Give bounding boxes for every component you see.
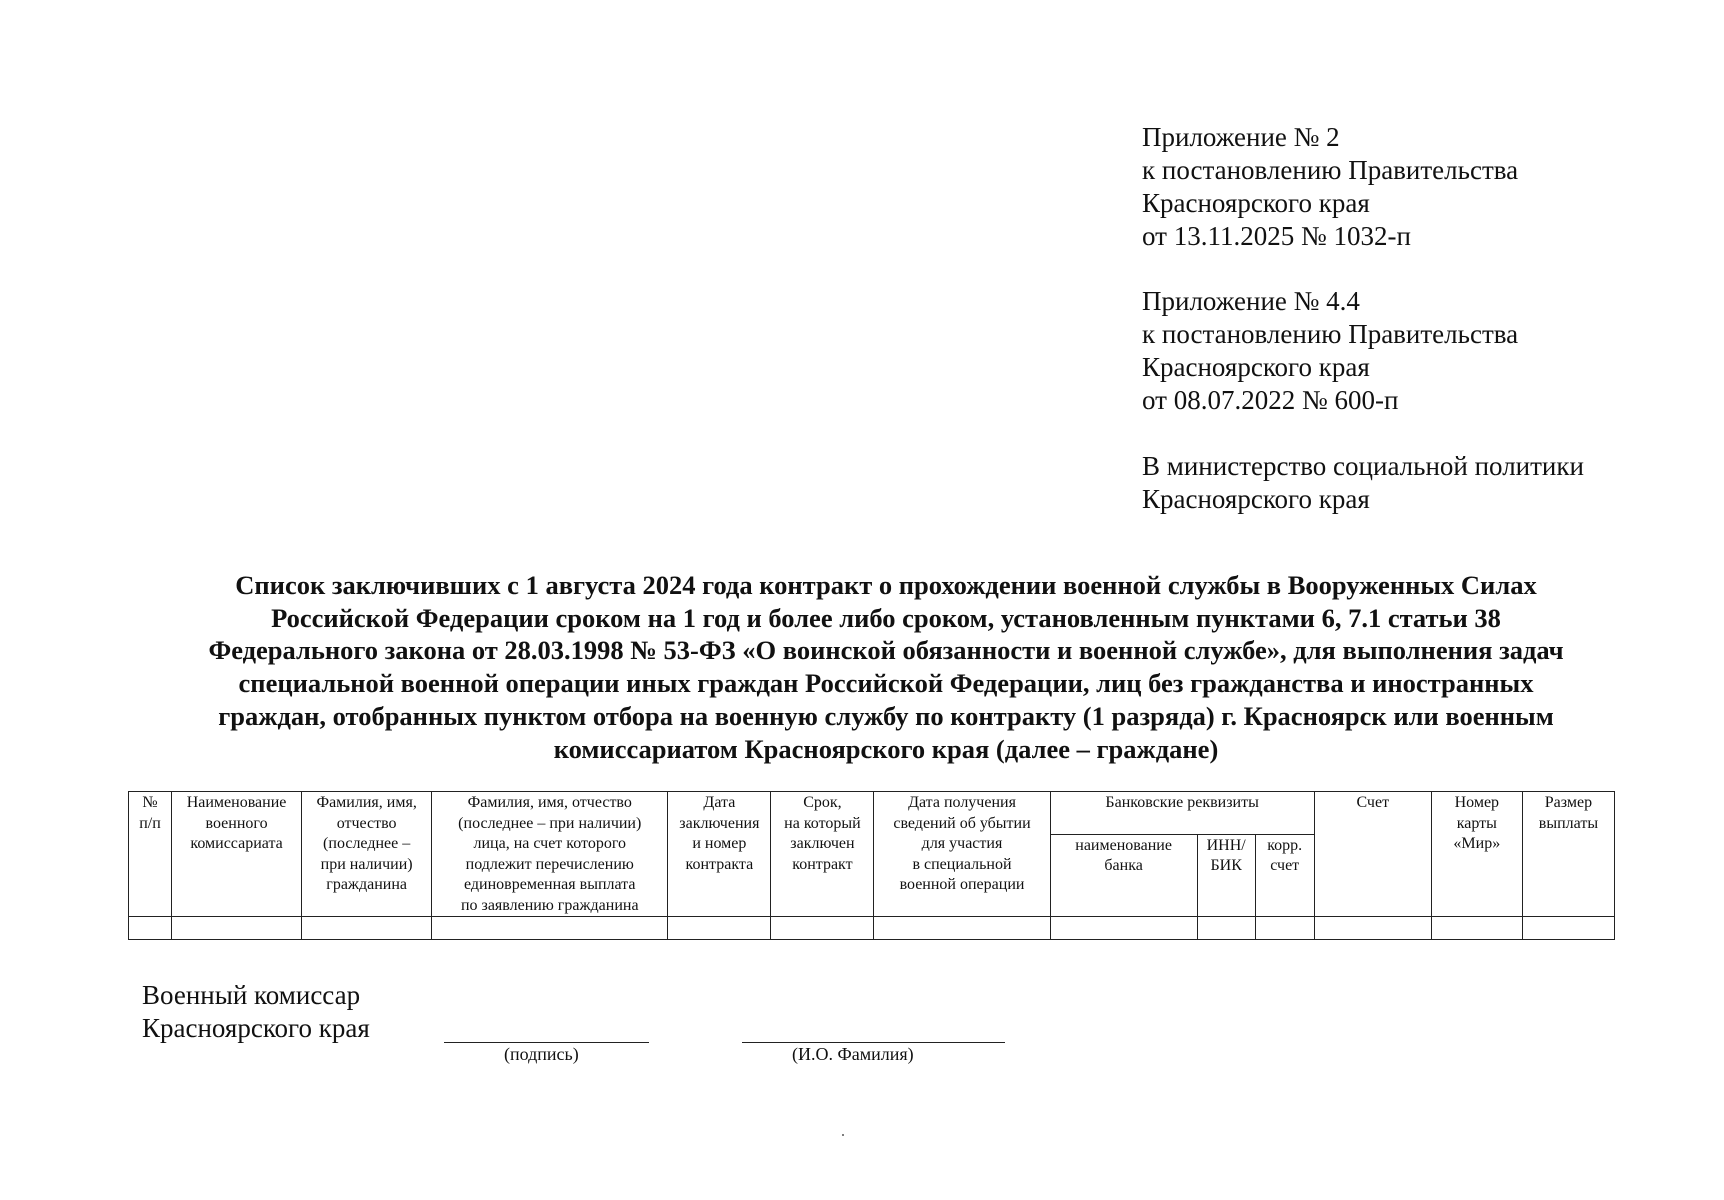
- table-cell: [1431, 917, 1522, 940]
- signatory-title: [142, 979, 370, 1045]
- appendix-2-header: [1142, 121, 1518, 253]
- header-text: карты: [1456, 814, 1497, 832]
- header-inn-bik: [1197, 834, 1255, 916]
- table-cell: [172, 917, 302, 940]
- table-cell: [129, 917, 172, 940]
- header-num: [129, 792, 172, 917]
- header-text: комиссариата: [190, 835, 283, 852]
- header-account: Счет: [1314, 792, 1431, 917]
- citizens-table: [128, 791, 1615, 940]
- table-cell: [1050, 917, 1197, 940]
- header-text: счет: [1270, 857, 1300, 875]
- table-cell: [1197, 917, 1255, 940]
- header-text: единовременная выплата: [464, 876, 636, 893]
- document-title: [120, 569, 1652, 765]
- header-mir-card: [1431, 792, 1522, 917]
- name-caption: (И.О. Фамилия): [792, 1044, 914, 1064]
- header-text: контракт: [792, 855, 853, 873]
- header-text: Наименование: [186, 794, 287, 811]
- header-text: банка: [1104, 857, 1143, 875]
- title-line: граждан, отобранных пунктом отбора на военную службу по контракту (1 разряда) г. Красноярск или военным: [218, 700, 1554, 731]
- header-text: Фамилия, имя, отчество: [467, 794, 632, 811]
- header-line: к постановлению Правительства: [1142, 319, 1519, 349]
- header-text: военного: [205, 814, 268, 832]
- header-text: наименование: [1075, 836, 1172, 854]
- header-text: по заявлению гражданина: [460, 896, 639, 914]
- scan-dot: [842, 1134, 844, 1136]
- header-text: сведений об убытии: [893, 814, 1031, 832]
- table-cell: [874, 917, 1050, 940]
- header-text: БИК: [1210, 857, 1242, 875]
- table-cell: [1314, 917, 1431, 940]
- header-departure-date: [874, 792, 1050, 917]
- table-cell: [302, 917, 432, 940]
- header-text: Размер: [1544, 794, 1593, 811]
- header-recipient-name: [432, 792, 668, 917]
- header-contract-date: [668, 792, 771, 917]
- header-text: и номер: [692, 835, 747, 852]
- header-text: Срок,: [803, 794, 842, 811]
- table-cell: [1522, 917, 1614, 940]
- addressee-block: [1142, 450, 1584, 516]
- header-line: от 13.11.2025 № 1032-п: [1142, 221, 1411, 251]
- header-line: Приложение № 2: [1142, 122, 1340, 152]
- table-cell: [1255, 917, 1314, 940]
- header-text: военной операции: [899, 876, 1025, 893]
- header-text: гражданина: [326, 876, 407, 893]
- header-text: на который: [784, 814, 861, 832]
- title-line: комиссариатом Красноярского края (далее – граждане): [553, 733, 1219, 764]
- header-text: подлежит перечислению: [465, 855, 634, 873]
- header-text: ИНН/: [1206, 836, 1246, 854]
- table-row: [129, 917, 1615, 940]
- signature-caption: (подпись): [504, 1044, 579, 1064]
- header-text: п/п: [139, 814, 161, 832]
- header-bank-details: Банковские реквизиты: [1050, 792, 1314, 835]
- signatory-line: Военный комиссар: [142, 980, 361, 1010]
- header-commissariat: [172, 792, 302, 917]
- table-cell: [432, 917, 668, 940]
- title-line: специальной военной операции иных граждан Российской Федерации, лиц без гражданства и иностранных: [238, 668, 1534, 699]
- signatory-line: Красноярского края: [142, 1013, 370, 1043]
- header-text: в специальной: [912, 855, 1012, 873]
- header-text: (последнее –: [323, 835, 411, 852]
- header-bank-name: [1050, 834, 1197, 916]
- header-line: к постановлению Правительства: [1142, 155, 1519, 185]
- header-text: при наличии): [320, 855, 413, 873]
- header-line: от 08.07.2022 № 600-п: [1142, 385, 1399, 415]
- addressee-line: Красноярского края: [1142, 484, 1370, 514]
- header-text: заключения: [679, 814, 760, 832]
- header-text: Фамилия, имя,: [316, 794, 417, 811]
- table-cell: [771, 917, 874, 940]
- title-line: Федерального закона от 28.03.1998 № 53-ФЗ «О воинской обязанности и военной службе», для выполнения задач: [208, 635, 1564, 666]
- header-text: выплаты: [1538, 814, 1599, 832]
- header-corr-account: [1255, 834, 1314, 916]
- header-text: контракта: [685, 855, 754, 873]
- table-cell: [668, 917, 771, 940]
- appendix-4-4-header: [1142, 285, 1518, 417]
- header-text: для участия: [921, 835, 1003, 852]
- header-text: «Мир»: [1453, 835, 1501, 852]
- header-text: лица, на счет которого: [473, 835, 626, 852]
- addressee-line: В министерство социальной политики: [1142, 451, 1584, 481]
- header-text: отчество: [336, 814, 397, 832]
- header-contract-term: [771, 792, 874, 917]
- header-text: Номер: [1454, 794, 1500, 811]
- header-line: Красноярского края: [1142, 352, 1370, 382]
- header-text: корр.: [1267, 836, 1303, 854]
- header-text: заключен: [790, 835, 855, 852]
- header-text: №: [142, 794, 158, 811]
- title-line: Список заключивших с 1 августа 2024 года контракт о прохождении военной службы в Вооруженных Силах: [235, 570, 1537, 600]
- header-text: Дата: [703, 794, 736, 811]
- header-payment-amount: [1522, 792, 1614, 917]
- header-text: (последнее – при наличии): [458, 814, 642, 832]
- header-citizen-name: [302, 792, 432, 917]
- title-line: Российской Федерации сроком на 1 год и более либо сроком, установленным пунктами 6, 7.1 статьи 38: [271, 602, 1501, 633]
- header-line: Приложение № 4.4: [1142, 286, 1360, 316]
- header-line: Красноярского края: [1142, 188, 1370, 218]
- header-text: Дата получения: [908, 794, 1016, 811]
